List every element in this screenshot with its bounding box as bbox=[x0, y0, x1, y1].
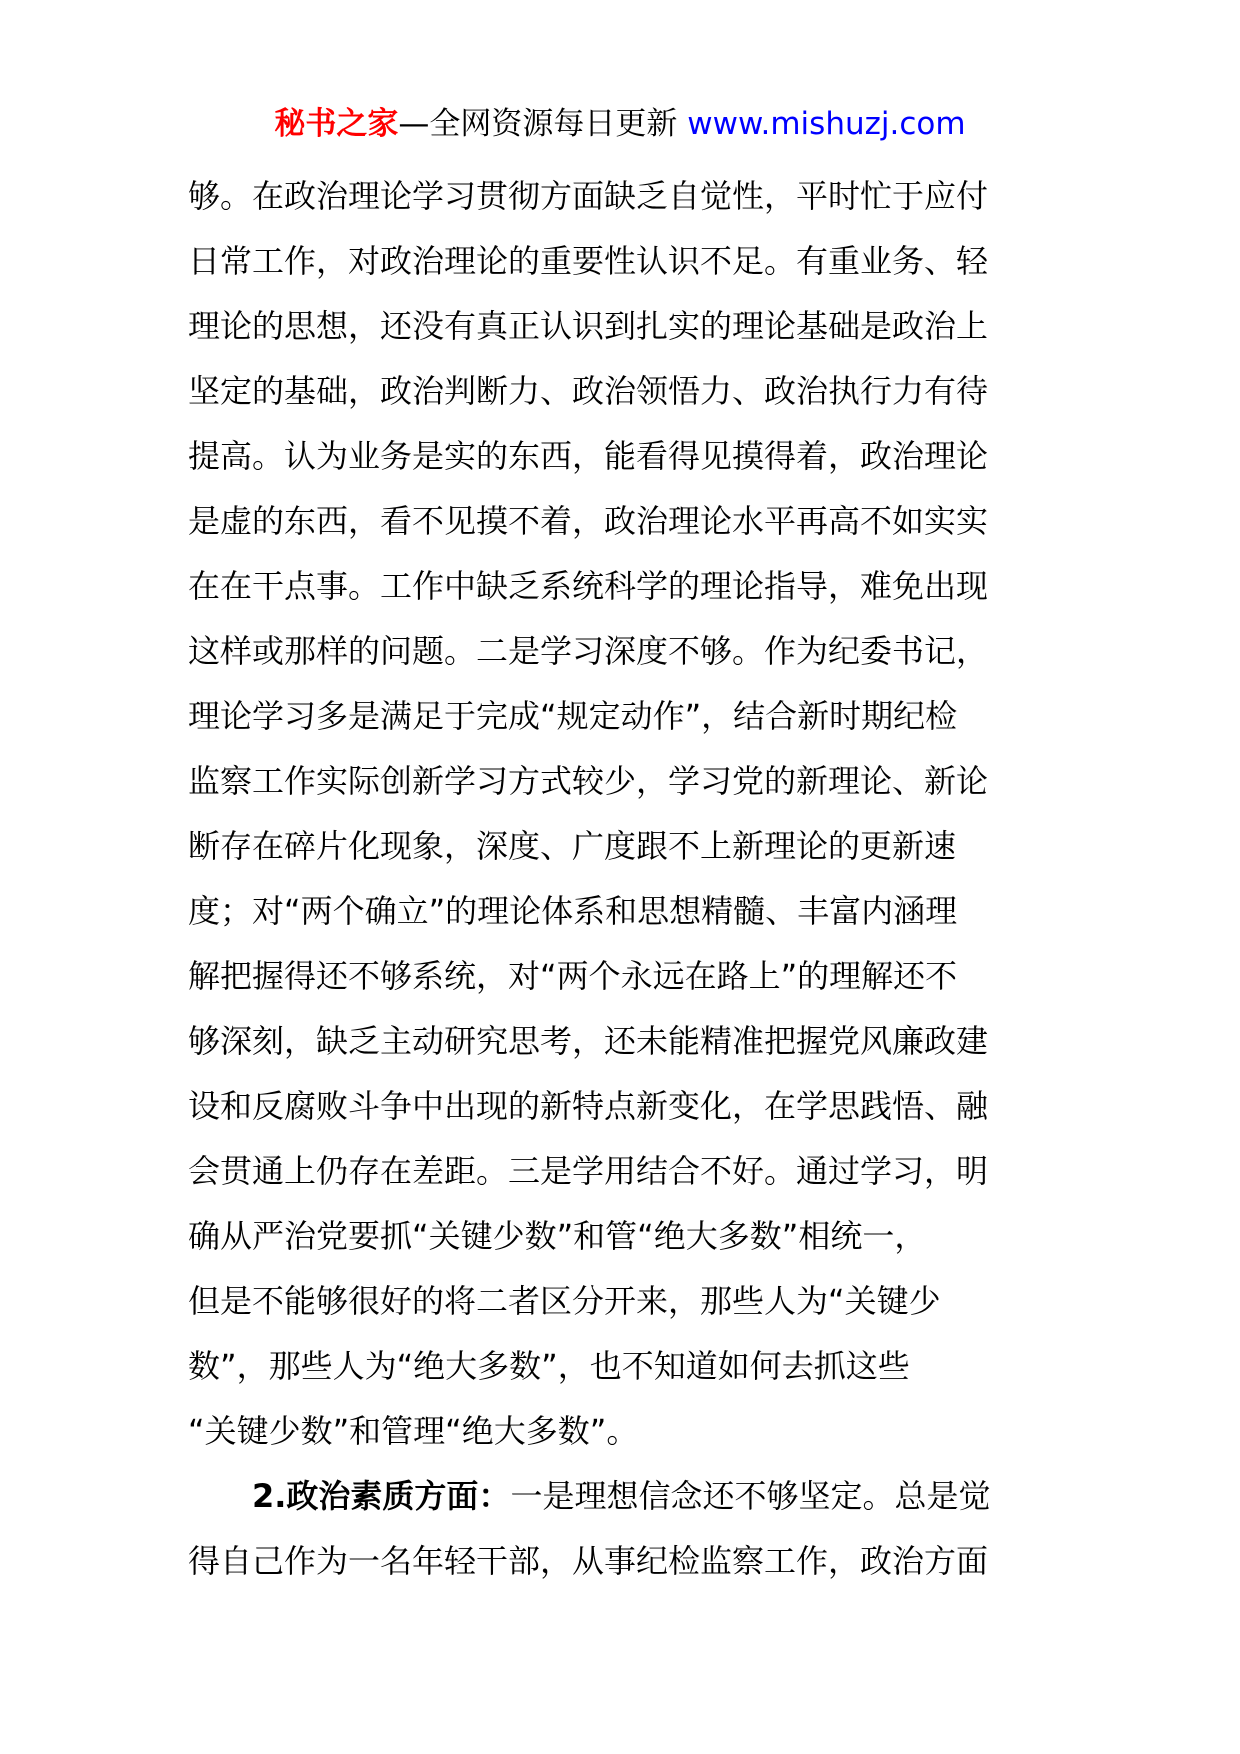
text-line: 提高。认为业务是实的东西，能看得见摸得着，政治理论 bbox=[188, 437, 989, 475]
text-line: 日常工作，对政治理论的重要性认识不足。有重业务、轻 bbox=[188, 242, 989, 280]
paragraph-1 bbox=[188, 164, 1062, 1464]
text-line: 断存在碎片化现象，深度、广度跟不上新理论的更新速 bbox=[188, 827, 957, 865]
text-line: 监察工作实际创新学习方式较少，学习党的新理论、新论 bbox=[188, 762, 989, 800]
text-line: 够深刻，缺乏主动研究思考，还未能精准把握党风廉政建 bbox=[188, 1022, 989, 1060]
site-tagline: —全网资源每日更新 bbox=[398, 106, 688, 142]
text-line: 够。在政治理论学习贯彻方面缺乏自觉性，平时忙于应付 bbox=[188, 177, 989, 215]
text-line: 是虚的东西，看不见摸不着，政治理论水平再高不如实实 bbox=[188, 502, 989, 540]
text-line: 这样或那样的问题。二是学习深度不够。作为纪委书记， bbox=[188, 632, 989, 670]
text-line: 理论的思想，还没有真正认识到扎实的理论基础是政治上 bbox=[188, 307, 989, 345]
text-line: 度；对“两个确立”的理论体系和思想精髓、丰富内涵理 bbox=[188, 892, 958, 930]
site-url[interactable]: www.mishuzj.com bbox=[687, 106, 966, 142]
text-line: 数”，那些人为“绝大多数”，也不知道如何去抓这些 bbox=[188, 1347, 910, 1385]
text-line: 得自己作为一名年轻干部，从事纪检监察工作，政治方面 bbox=[188, 1542, 989, 1580]
text-line: 确从严治党要抓“关键少数”和管“绝大多数”相统一， bbox=[188, 1217, 927, 1255]
text-line: 坚定的基础，政治判断力、政治领悟力、政治执行力有待 bbox=[188, 372, 989, 410]
document-body bbox=[188, 164, 1062, 1594]
text-line: 解把握得还不够系统，对“两个永远在路上”的理解还不 bbox=[188, 957, 958, 995]
text-line: 设和反腐败斗争中出现的新特点新变化，在学思践悟、融 bbox=[188, 1087, 989, 1125]
text-line: 在在干点事。工作中缺乏系统科学的理论指导，难免出现 bbox=[188, 567, 989, 605]
text-line: 理论学习多是满足于完成“规定动作”，结合新时期纪检 bbox=[188, 697, 958, 735]
section-heading: 2.政治素质方面： bbox=[252, 1477, 511, 1515]
text-line: 会贯通上仍存在差距。三是学用结合不好。通过学习，明 bbox=[188, 1152, 989, 1190]
text-line: “关键少数”和管理“绝大多数”。 bbox=[188, 1412, 639, 1450]
section-first-line bbox=[188, 1464, 1062, 1529]
site-header bbox=[0, 100, 1240, 148]
section-first-line-text: 一是理想信念还不够坚定。总是觉 bbox=[510, 1477, 991, 1515]
text-line: 但是不能够很好的将二者区分开来，那些人为“关键少 bbox=[188, 1282, 941, 1320]
site-brand: 秘书之家 bbox=[274, 106, 399, 142]
paragraph-2 bbox=[188, 1464, 1062, 1594]
